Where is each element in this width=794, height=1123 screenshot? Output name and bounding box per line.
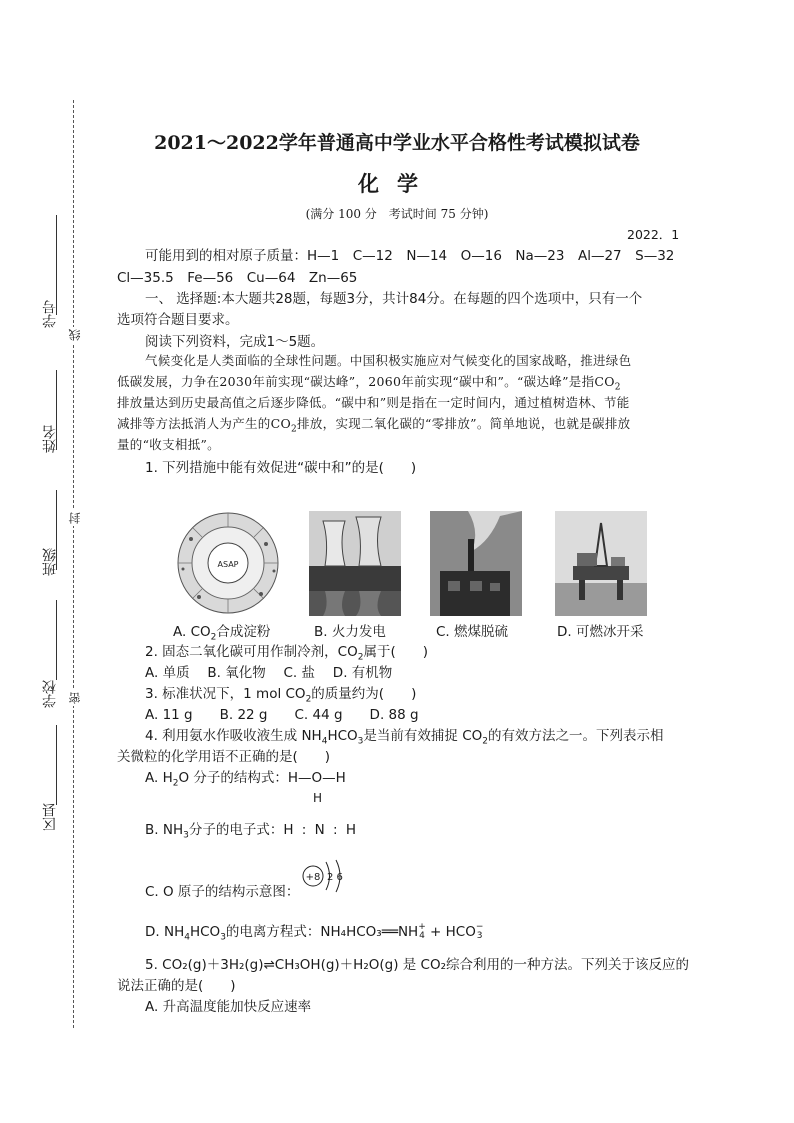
q1-stem: 1. 下列措施中能有效促进“碳中和”的是( ) — [145, 460, 417, 476]
seal-mark-line: 线 — [68, 329, 82, 341]
asap-label: ASAP — [217, 560, 239, 569]
q2-stem: 2. 固态二氧化碳可用作制冷剂，$CO_2$属于( ) — [145, 644, 429, 663]
q4-option-a: A. $H_2O$ 分子的结构式：H—O—H — [145, 770, 346, 789]
exam-title: 2021～2022学年普通高中学业水平合格性考试模拟试卷 — [154, 132, 640, 154]
q4-option-b-top-h: H — [313, 791, 323, 805]
q4-stem-line2: 关微粒的化学用语不正确的是( ) — [117, 749, 331, 765]
atomic-masses-line2: Cl—35.5 Fe—56 Cu—64 Zn—65 — [117, 270, 358, 286]
q5-option-a: A. 升高温度能加快反应速率 — [145, 999, 312, 1015]
seal-mark-seal: 封 — [68, 512, 82, 524]
q1-option-a: A. $CO_2$合成淀粉 — [173, 624, 271, 643]
q5-stem-line2: 说法正确的是( ) — [117, 978, 236, 994]
section1-instructions-line2: 选项符合题目要求。 — [117, 312, 239, 328]
q1-option-b: B. 火力发电 — [314, 624, 386, 640]
passage-line1: 气候变化是人类面临的全球性问题。中国积极实施应对气候变化的国家战略，推进绿色 — [145, 353, 632, 368]
binding-dashed-line — [73, 100, 74, 1028]
passage-line4: 减排等方法抵消人为产生的$CO_2$排放，实现二氧化碳的“零排放”。简单地说，也就是碳排放 — [117, 416, 631, 435]
atomic-masses-line1: 可能用到的相对原子质量：H—1 C—12 N—14 O—16 Na—23 Al—27 S—32 — [145, 248, 675, 264]
q5-stem: 5. CO₂(g)＋3H₂(g)⇌CH₃OH(g)＋H₂O(g) 是 CO₂综合利用的一种方法。下列关于该反应的 — [145, 957, 690, 973]
exam-meta: (满分 100 分 考试时间 75 分钟) — [305, 207, 489, 221]
passage-line3: 排放量达到历史最高值之后逐步降低。“碳中和”则是指在一定时间内，通过植树造林、节能 — [117, 395, 630, 410]
subject-title: 化学 — [358, 171, 436, 196]
school-label: 学校 — [42, 680, 58, 708]
q4-stem: 4. 利用氨水作吸收液生成 $NH_4HCO_3$是当前有效捕捉 $CO_2$的有效方法之一。下列表示相 — [145, 728, 664, 747]
q3-stem: 3. 标准状况下，1 mol $CO_2$的质量约为( ) — [145, 686, 417, 705]
coal-desulfurization-photo — [430, 511, 522, 616]
q3-options: A. 11 g B. 22 g C. 44 g D. 88 g — [145, 707, 419, 723]
name-label: 姓名 — [42, 425, 58, 453]
q4-option-c: C. O 原子的结构示意图： — [145, 884, 300, 900]
q4-option-d: D. $NH_4HCO_3$的电离方程式：NH₄HCO₃══NH + 4 + HCO − 3 — [145, 922, 484, 943]
exam-date: 2022．1 — [627, 227, 680, 242]
district-underline — [56, 725, 57, 805]
oxygen-shells-label: 2 6 — [327, 872, 343, 883]
school-underline — [56, 600, 57, 680]
q1-option-d: D. 可燃冰开采 — [557, 624, 644, 640]
oxygen-atom-structure-diagram — [300, 858, 360, 898]
student-id-label: 学号 — [42, 300, 58, 328]
q4-option-b: B. $NH_3$分子的电子式：H : N : H — [145, 822, 359, 841]
section1-instructions-line1: 一、 选择题:本大题共28题，每题3分，共计84分。在每题的四个选项中，只有一个 — [145, 291, 643, 307]
combustible-ice-rig-photo — [555, 511, 647, 616]
class-label: 班级 — [42, 548, 58, 576]
oxygen-nucleus-label: +8 — [305, 872, 321, 883]
q2-options: A. 单质 B. 氧化物 C. 盐 D. 有机物 — [145, 665, 393, 681]
district-label: 区县 — [42, 803, 58, 831]
reading-instruction: 阅读下列资料，完成1～5题。 — [145, 334, 325, 350]
nh3-electron-formula: H : N : H — [283, 822, 359, 838]
q1-option-c: C. 燃煤脱硫 — [436, 624, 509, 640]
power-plant-photo — [309, 511, 401, 616]
starch-synthesis-diagram — [171, 509, 286, 617]
seal-mark-secret: 密 — [68, 692, 82, 704]
passage-line2: 低碳发展，力争在2030年前实现“碳达峰”，2060年前实现“碳中和”。“碳达峰”是指$CO_2$ — [117, 374, 621, 393]
passage-line5: 量的“收支相抵”。 — [117, 437, 220, 452]
